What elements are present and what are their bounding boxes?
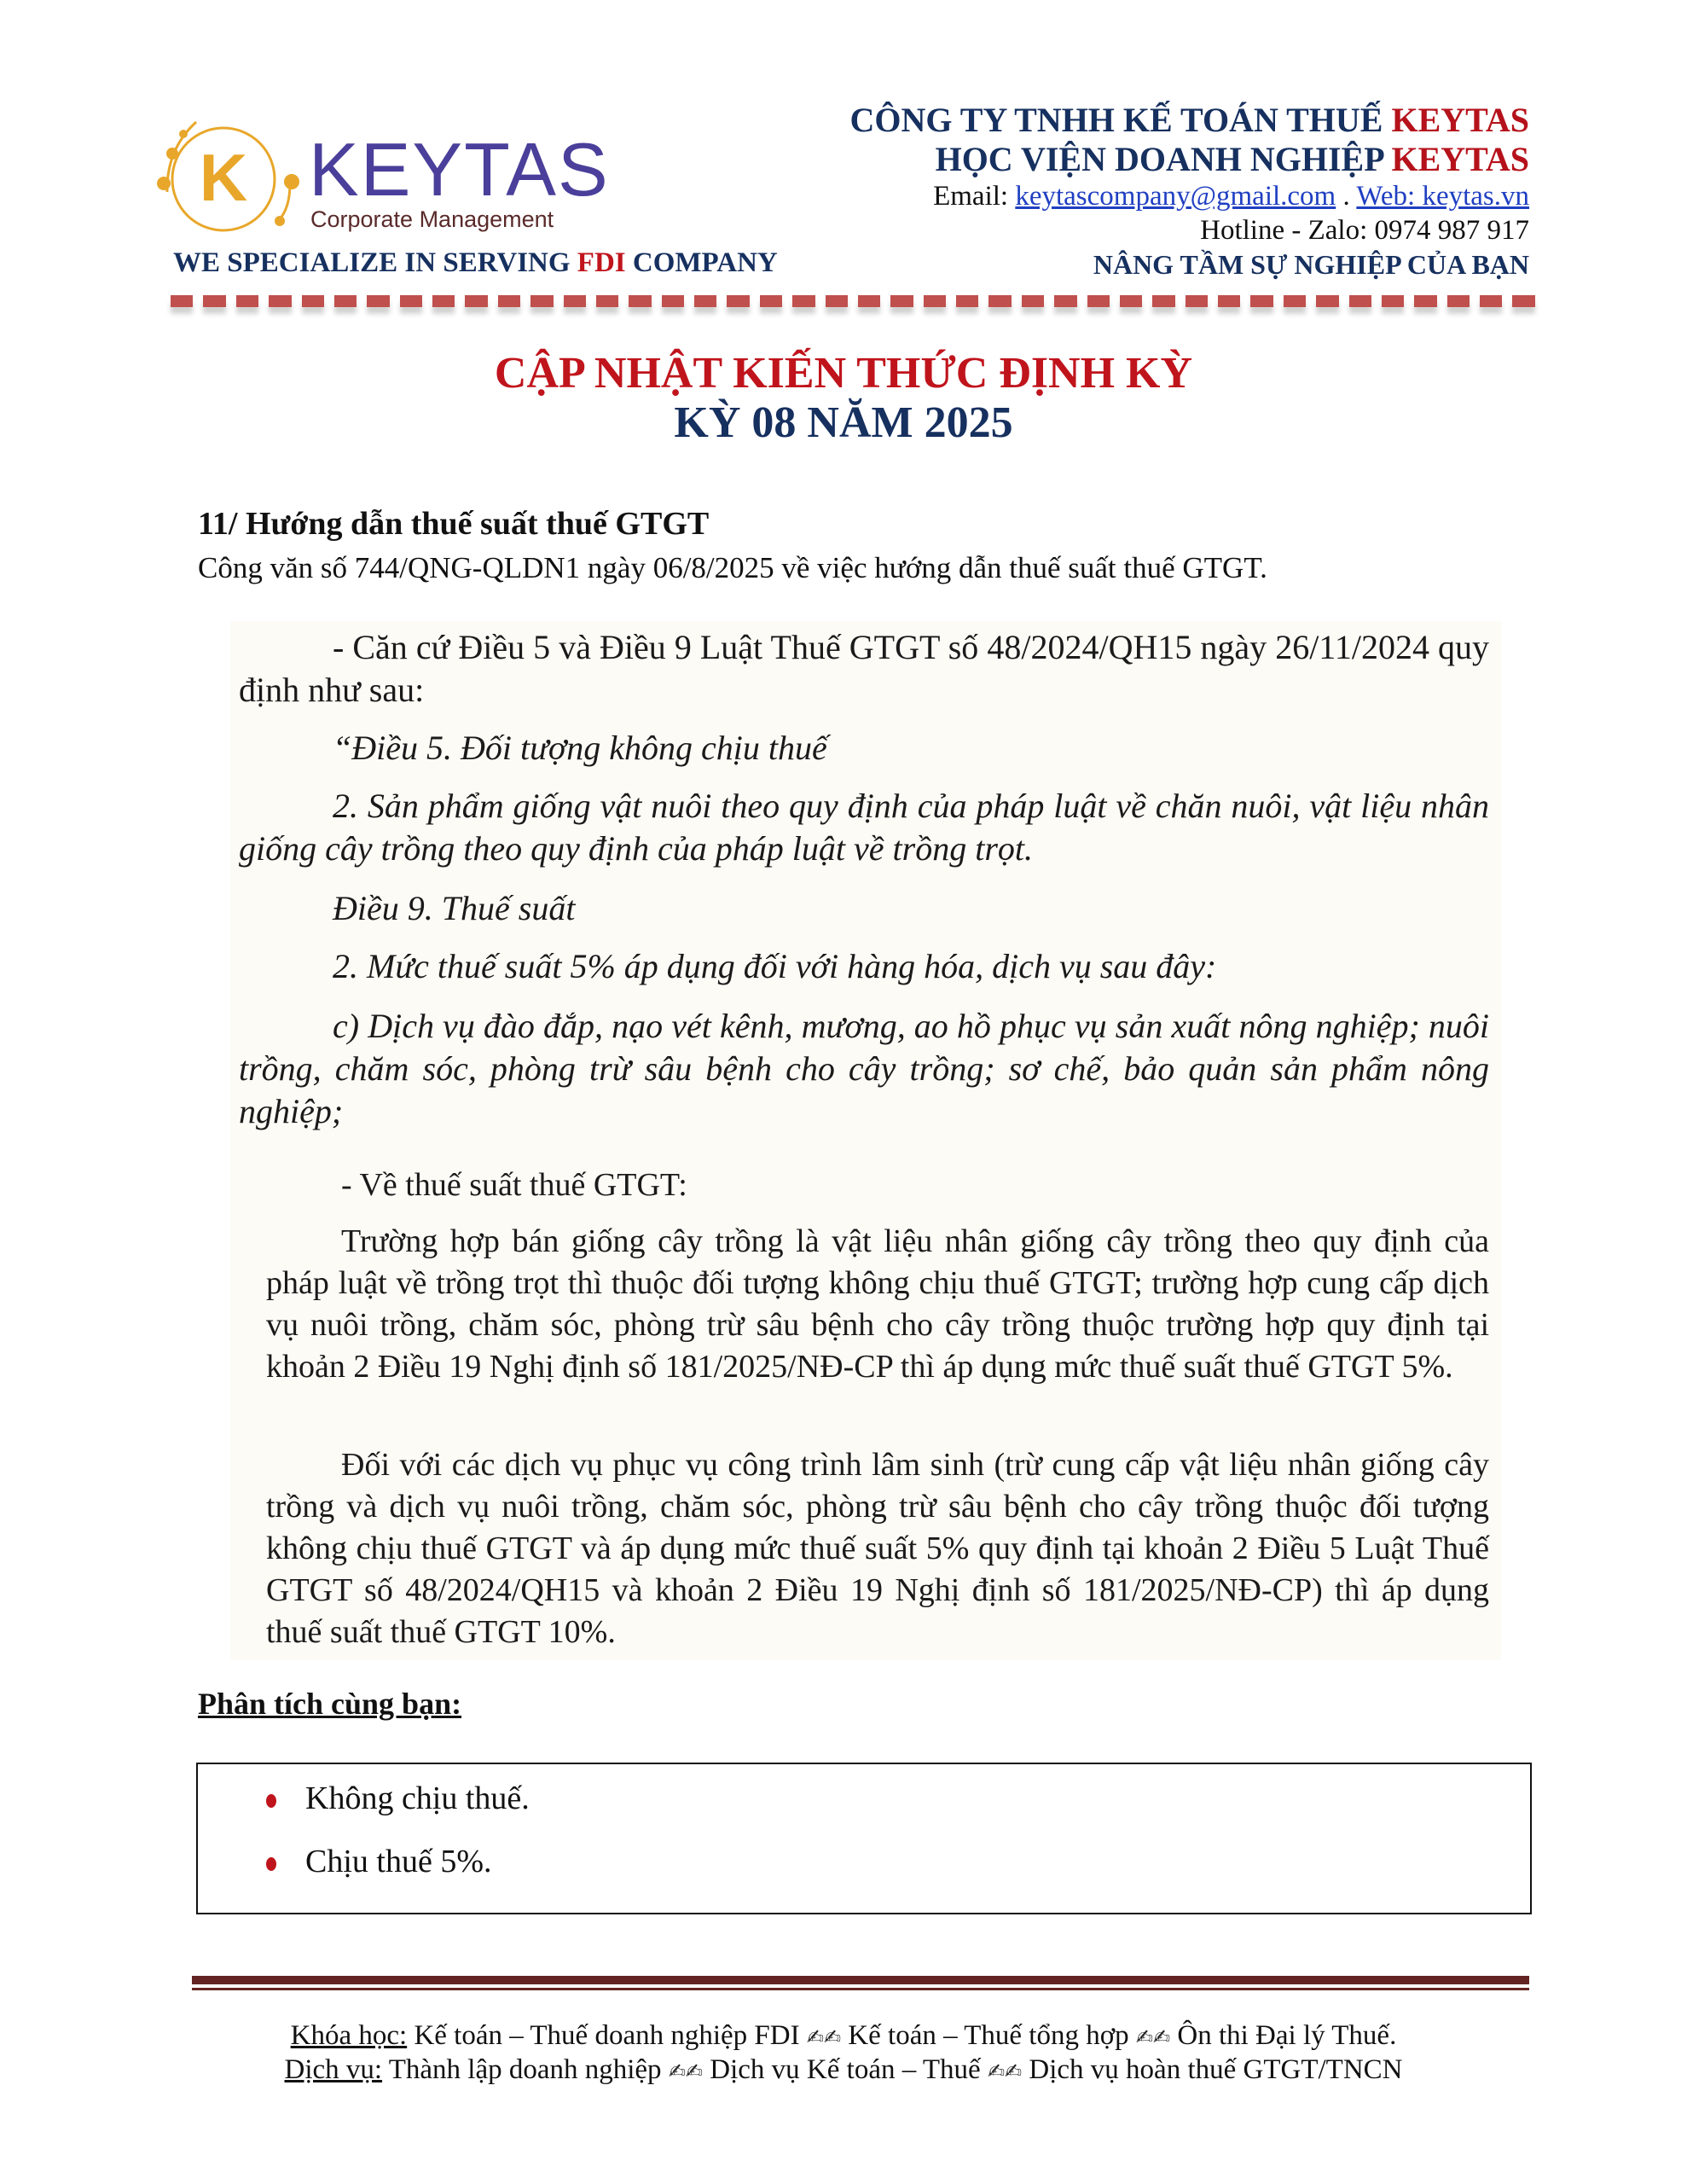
excerpt-paragraph: “Điều 5. Đối tượng không chịu thuế	[333, 729, 827, 767]
analysis-item	[266, 1780, 530, 1817]
footer-divider-thin	[192, 1988, 1529, 1990]
footer-divider	[192, 1976, 1529, 1984]
email-link[interactable]: keytascompany@gmail.com	[1015, 181, 1336, 212]
excerpt-paragraph: Trường hợp bán giống cây trồng là vật liệu nhân giống cây trồng theo quy định của pháp luật về trồng trọt thì thuộc đối tượng không chịu thuế GTGT; trường hợp cung cấp dịch vụ nuôi trồng, chăm sóc, phòng trừ sâu bệnh cho cây trồng thuộc trường hợp quy định tại khoản 2 Điều 19 Nghị định số 181/2025/NĐ-CP thì áp dụng mức thuế suất thuế GTGT 5%.	[266, 1223, 1489, 1385]
tagline-highlight: FDI	[577, 247, 626, 278]
service-item: Dịch vụ Kế toán – Thuế	[703, 2054, 988, 2085]
tagline-suffix: COMPANY	[625, 247, 778, 278]
header-divider	[171, 295, 1535, 307]
excerpt-paragraph: 2. Sản phẩm giống vật nuôi theo quy định của pháp luật về chăn nuôi, vật liệu nhân giống cây trồng theo quy định của pháp luật về trồng trọt.	[239, 787, 1489, 868]
company-name-text: CÔNG TY TNHH KẾ TOÁN THUẾ	[849, 101, 1392, 139]
company-name	[676, 101, 1529, 140]
analysis-item-text: Không chịu thuế.	[305, 1780, 530, 1816]
academy-name-brand: KEYTAS	[1391, 140, 1529, 178]
bullet-icon	[266, 1857, 276, 1871]
excerpt-paragraph: c) Dịch vụ đào đắp, nạo vét kênh, mương, ao hồ phục vụ sản xuất nông nghiệp; nuôi trồng, chăm sóc, phòng trừ sâu bệnh cho cây trồng; sơ chế, bảo quản sản phẩm nông nghiệp;	[239, 1007, 1489, 1130]
service-item: Thành lập doanh nghiệp	[382, 2054, 669, 2085]
excerpt-paragraph: 2. Mức thuế suất 5% áp dụng đối với hàng hóa, dịch vụ sau đây:	[333, 947, 1217, 985]
writing-hand-icon: ✍✍	[806, 2025, 842, 2049]
writing-hand-icon: ✍✍	[1135, 2025, 1171, 2049]
page-title: CẬP NHẬT KIẾN THỨC ĐỊNH KỲ	[494, 349, 1193, 398]
section-heading: 11/ Hướng dẫn thuế suất thuế GTGT	[198, 506, 710, 542]
logo-letter: K	[199, 140, 248, 215]
footer-services	[0, 2054, 1687, 2086]
contact-separator: .	[1336, 181, 1357, 212]
course-item: Kế toán – Thuế doanh nghiệp FDI	[407, 2020, 807, 2051]
excerpt-paragraph: Đối với các dịch vụ phục vụ công trình lâm sinh (trừ cung cấp vật liệu nhân giống cây trồng và dịch vụ nuôi trồng, chăm sóc, phòng trừ sâu bệnh cho cây trồng thuộc đối tượng không chịu thuế GTGT và áp dụng mức thuế suất 5% quy định tại khoản 2 Điều 5 Luật Thuế GTGT số 48/2024/QH15 và khoản 2 Điều 19 Nghị định số 181/2025/NĐ-CP) thì áp dụng thuế suất thuế GTGT 10%.	[266, 1447, 1489, 1650]
web-link[interactable]: Web: keytas.vn	[1356, 181, 1529, 212]
course-item: Kế toán – Thuế tổng hợp	[841, 2020, 1136, 2051]
excerpt-paragraph: Điều 9. Thuế suất	[333, 889, 576, 927]
excerpt-paragraph: - Căn cứ Điều 5 và Điều 9 Luật Thuế GTGT số 48/2024/QH15 ngày 26/11/2024 quy định như sau:	[239, 628, 1489, 709]
logo-wordmark: KEYTAS	[309, 127, 610, 212]
academy-name	[676, 140, 1529, 179]
company-info	[676, 101, 1529, 282]
hotline: Hotline - Zalo: 0974 987 917	[1200, 215, 1529, 246]
academy-name-text: HỌC VIỆN DOANH NGHIỆP	[935, 140, 1392, 178]
excerpt-paragraph: - Về thuế suất thuế GTGT:	[341, 1167, 687, 1203]
contact-line	[676, 179, 1529, 213]
footer-courses	[0, 2020, 1687, 2052]
analysis-label: Phân tích cùng bạn:	[198, 1687, 462, 1721]
page-subtitle: KỲ 08 NĂM 2025	[674, 398, 1013, 447]
courses-label: Khóa học:	[290, 2020, 408, 2051]
email-label: Email:	[933, 181, 1016, 212]
service-item: Dịch vụ hoàn thuế GTGT/TNCN	[1022, 2054, 1403, 2085]
tagline-prefix: WE SPECIALIZE IN SERVING	[173, 247, 577, 278]
section-subheading: Công văn số 744/QNG-QLDN1 ngày 06/8/2025 về việc hướng dẫn thuế suất thuế GTGT.	[198, 551, 1267, 584]
company-name-brand: KEYTAS	[1391, 101, 1529, 139]
course-item: Ôn thi Đại lý Thuế.	[1170, 2020, 1397, 2051]
services-label: Dịch vụ:	[284, 2054, 383, 2085]
slogan: NÂNG TẦM SỰ NGHIỆP CỦA BẠN	[1093, 249, 1529, 280]
analysis-item	[266, 1843, 491, 1880]
analysis-box	[196, 1763, 1532, 1914]
logo-subtitle: Corporate Management	[310, 206, 554, 232]
bullet-icon	[266, 1794, 276, 1808]
analysis-item-text: Chịu thuế 5%.	[305, 1844, 492, 1879]
writing-hand-icon: ✍✍	[668, 2059, 704, 2083]
legal-excerpt	[230, 621, 1501, 1660]
writing-hand-icon: ✍✍	[987, 2059, 1023, 2083]
